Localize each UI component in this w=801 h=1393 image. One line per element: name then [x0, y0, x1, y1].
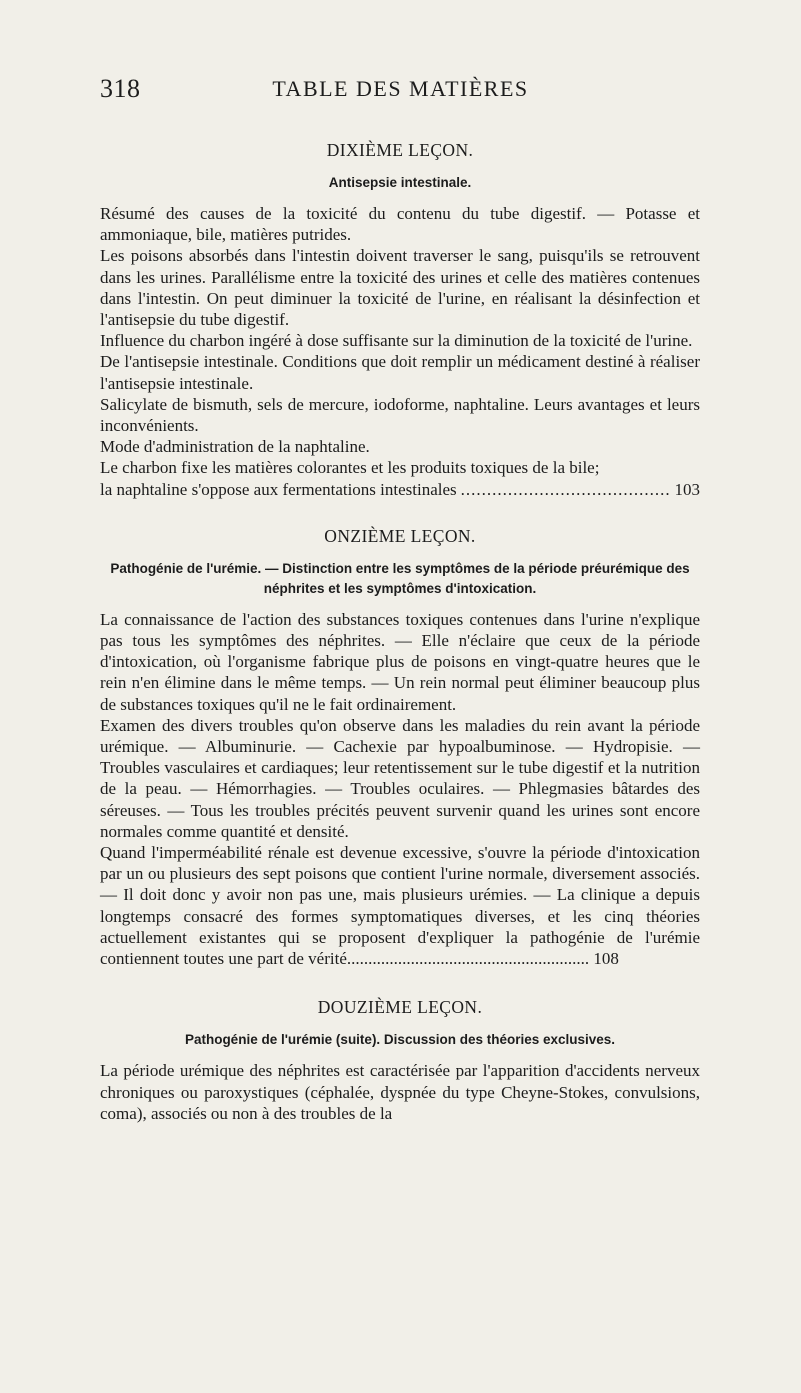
lesson-paragraph-line: la naphtaline s'oppose aux fermentations intestinales: [100, 479, 457, 499]
page-body: [100, 140, 700, 1124]
lesson-paragraph: Mode d'administration de la naphtaline.: [100, 437, 370, 457]
lesson-paragraph: Salicylate de bismuth, sels de mercure, iodoforme, naphtaline. Leurs avantages et leurs inconvénients.: [100, 394, 700, 436]
lesson-title: ONZIÈME LEÇON.: [324, 525, 476, 546]
lesson-section: [100, 997, 700, 1124]
lesson-paragraph: Les poisons absorbés dans l'intestin doivent traverser le sang, puisqu'ils se retrouvent dans les urines. Parallélisme entre la toxicité des urines et celle des matières contenues dans l'intestin. On peut diminuer la toxicité de l'urine, en réalisant la désinfection et l'antisepsie du tube digestif.: [100, 246, 700, 330]
dot-leader: [461, 479, 671, 500]
lesson-subtitle: Antisepsie intestinale.: [328, 175, 472, 190]
dot-leader: .........................................................: [346, 949, 590, 969]
lesson-final-text: Quand l'imperméabilité rénale est devenue excessive, s'ouvre la période d'intoxication par un ou plusieurs des sept poisons que contient l'urine normale, diversement associés. — Il doit donc y avoir non pas une, mais plusieurs urémies. — La clinique a depuis longtemps consacré des formes symptomatiques diverses, et les cinq théories actuellement existantes qui se proposent d'expliquer la pathogénie de l'urémie contiennent toutes une part de vérité: [100, 843, 700, 969]
lesson-title: DOUZIÈME LEÇON.: [317, 997, 483, 1018]
running-head: [0, 74, 801, 114]
lesson-paragraph: Influence du charbon ingéré à dose suffisante sur la diminution de la toxicité de l'urine.: [100, 331, 693, 351]
lesson-section: [100, 526, 700, 969]
lesson-paragraph-line: Le charbon fixe les matières colorantes et les produits toxiques de la bile;: [100, 458, 600, 478]
toc-entry: [100, 479, 700, 500]
lesson-paragraph: De l'antisepsie intestinale. Conditions que doit remplir un médicament destiné à réaliser l'antisepsie intestinale.: [100, 352, 700, 393]
page-number: 318: [100, 74, 141, 103]
page-reference: 103: [674, 479, 700, 499]
lesson-paragraph: Examen des divers troubles qu'on observe dans les maladies du rein avant la période urémique. — Albuminurie. — Cachexie par hypoalbuminose. — Hydropisie. — Troubles vasculaires et cardiaques; leur retentissement sur le tube digestif et la nutrition de la peau. — Hémorrhagies. — Troubles oculaires. — Phlegmasies bâtardes des séreuses. — Tous les troubles précités peuvent survenir quand les urines sont encore normales comme quantité et densité.: [100, 715, 700, 841]
lesson-section: [100, 140, 700, 500]
lesson-paragraph: Résumé des causes de la toxicité du contenu du tube digestif. — Potasse et ammoniaque, bile, matières putrides.: [100, 204, 700, 245]
lesson-subtitle: Pathogénie de l'urémie. — Distinction entre les symptômes de la période préurémique des néphrites et les symptômes d'intoxication.: [110, 560, 690, 596]
lesson-title: DIXIÈME LEÇON.: [326, 140, 474, 160]
lesson-subtitle: Pathogénie de l'urémie (suite). Discussion des théories exclusives.: [184, 1032, 616, 1048]
running-title: TABLE DES MATIÈRES: [272, 76, 529, 101]
lesson-paragraph: [100, 842, 700, 969]
page-reference: 108: [593, 949, 619, 969]
lesson-paragraph: La connaissance de l'action des substances toxiques contenues dans l'urine n'explique pas tous les symptômes des néphrites. — Elle n'éclaire que ceux de la période d'intoxication, où l'organisme fabrique plus de poisons en vingt-quatre heures que le rein n'en élimine dans le même temps. — Un rein normal peut éliminer beaucoup plus de substances toxiques qu'il ne le fait ordinairement.: [100, 609, 700, 714]
lesson-paragraph: La période urémique des néphrites est caractérisée par l'apparition d'accidents nerveux chroniques ou paroxystiques (céphalée, dyspnée du type Cheyne-Stokes, convulsions, coma), associés ou non à des troubles de la: [100, 1061, 700, 1123]
